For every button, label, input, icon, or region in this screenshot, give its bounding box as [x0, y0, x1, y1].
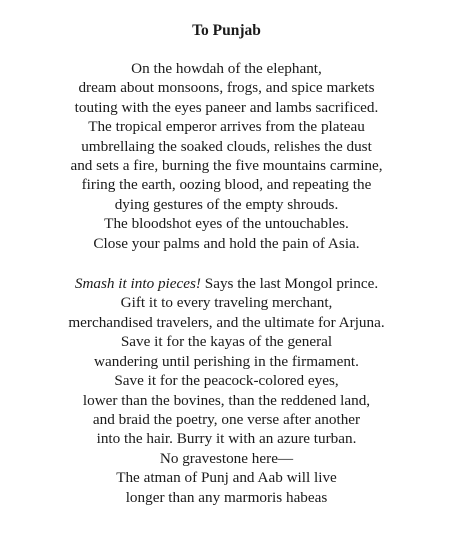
poem-title: To Punjab: [192, 22, 261, 39]
poem-line: touting with the eyes paneer and lambs sacrificed.: [74, 98, 379, 116]
poem-line: No gravestone here—: [159, 449, 294, 467]
poem-line: and braid the poetry, one verse after another: [92, 410, 361, 428]
poem-line: The tropical emperor arrives from the plateau: [88, 118, 365, 136]
poem-line: wandering until perishing in the firmament.: [94, 352, 359, 370]
poem-line: Save it for the peacock-colored eyes,: [114, 372, 339, 390]
poem-line: The bloodshot eyes of the untouchables.: [104, 215, 349, 233]
italic-phrase: Smash it into pieces!: [74, 275, 201, 293]
poem-line: into the hair. Burry it with an azure turban.: [96, 430, 357, 448]
poem-line: On the howdah of the elephant,: [131, 60, 322, 77]
poem-line: and sets a fire, burning the five mountains carmine,: [70, 157, 383, 175]
poem-line: firing the earth, oozing blood, and repeating the: [81, 176, 372, 194]
stanza-1: [0, 59, 453, 253]
poem-line: Gift it to every traveling merchant,: [120, 294, 333, 312]
poem-line: merchandised travelers, and the ultimate for Arjuna.: [68, 313, 385, 331]
poem-line: umbrellaing the soaked clouds, relishes the dust: [81, 137, 372, 155]
stanza-2: [0, 274, 453, 507]
poem-line: dream about monsoons, frogs, and spice markets: [78, 79, 375, 97]
poem-line: The atman of Punj and Aab will live: [116, 469, 337, 487]
opening-rest: Says the last Mongol prince.: [200, 275, 379, 293]
poem-line: longer than any marmoris habeas: [125, 488, 328, 506]
poem-line: Close your palms and hold the pain of Asia.: [93, 234, 360, 252]
poem-line: lower than the bovines, than the reddened land,: [82, 391, 371, 409]
poem-line-opening: [0, 274, 453, 293]
poem-line: dying gestures of the empty shrouds.: [114, 195, 339, 213]
poem-line: Save it for the kayas of the general: [120, 333, 333, 351]
